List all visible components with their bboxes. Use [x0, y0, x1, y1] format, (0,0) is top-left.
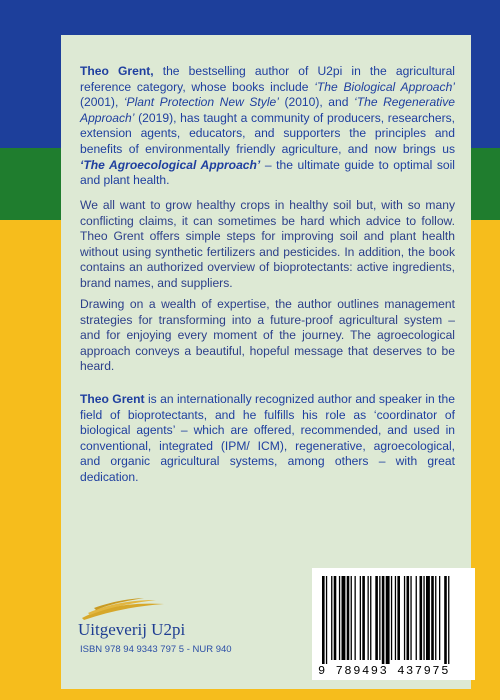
- isbn-line: ISBN 978 94 9343 797 5 - NUR 940: [80, 644, 232, 655]
- author-name: Theo Grent,: [80, 64, 154, 78]
- barcode-bars-icon: [312, 568, 475, 664]
- publisher-name: Uitgeverij U2pi: [78, 620, 186, 639]
- barcode-digits: 9 789493 437975: [318, 664, 451, 678]
- publisher-logo: [78, 598, 248, 640]
- book-title-current: ‘The Agroecological Approach’: [80, 157, 261, 172]
- wings-logo-icon: [78, 598, 168, 622]
- blurb-paragraph-2: We all want to grow healthy crops in healthy soil but, with so many conflicting claims, it can sometimes be hard which advice to follow. Theo Grent offers simple steps for improving soil and plant health without using synthetic fertilizers and pesticides. In addition, the book contains an authorized overview of bioprotectants: active ingredients, brand names, and suppliers.: [80, 198, 455, 290]
- book-title: ‘The Regenerative Approach’: [80, 95, 456, 125]
- author-name: Theo Grent: [80, 392, 145, 406]
- blurb-paragraph-1: [80, 64, 455, 189]
- blurb-text: the bestselling author of U2pi in the agricultural reference category, whose books include: [80, 64, 455, 94]
- blurb-text: is an internationally recognized author and speaker in the field of bioprotectants, and he fulfills his role as ‘coordinator of biological agents’ – which are offered, recommended, and used in conventional, integrated (IPM/ ICM), regenerative, agroecological, and organic agricultural systems, among others – with great dedication.: [80, 392, 455, 484]
- blurb-text: – the ultimate guide to optimal soil and plant health.: [80, 157, 455, 188]
- blurb-text: (2001),: [80, 95, 124, 110]
- book-title: ‘Plant Protection New Style’: [123, 95, 279, 110]
- book-title: ‘The Biological Approach’: [314, 79, 455, 94]
- blurb-paragraph-4: [80, 392, 455, 486]
- blurb-paragraph-3: Drawing on a wealth of expertise, the author outlines management strategies for transforming into a future-proof agricultural system – and for enjoying every moment of the journey. The agroecological approach conveys a beautiful, hopeful message that deserves to be heard.: [80, 297, 455, 374]
- barcode: [312, 568, 475, 680]
- blurb-text: (2019), has taught a community of producers, researchers, extension agents, educators, and supporters the principles and benefits of environmentally friendly agriculture, and now brings us: [80, 110, 455, 156]
- blurb-text: (2010), and: [278, 95, 355, 110]
